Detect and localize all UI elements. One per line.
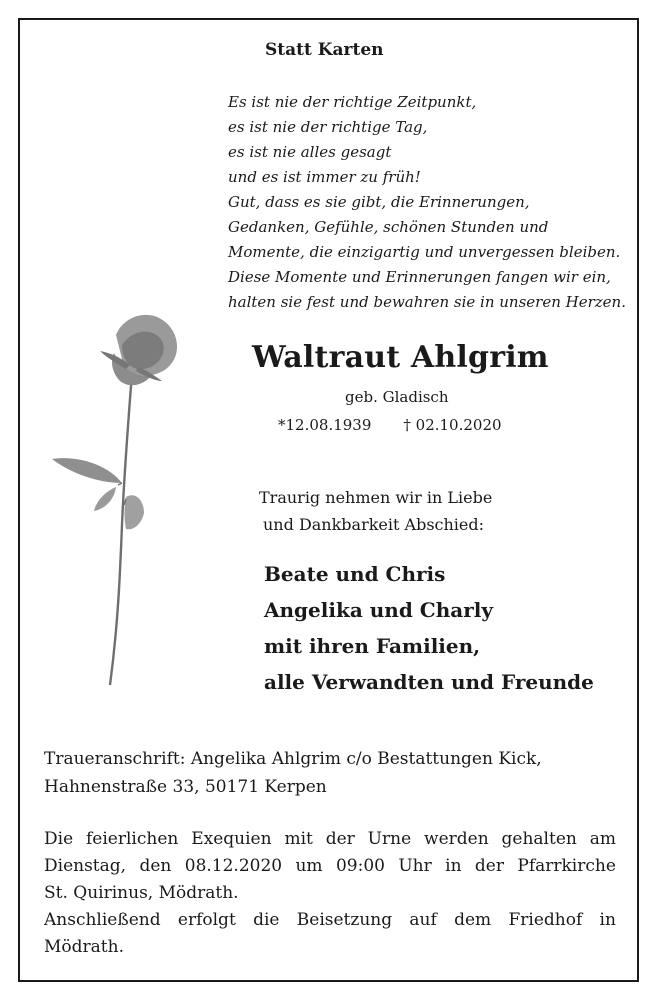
service-word: der bbox=[325, 829, 355, 849]
death-date: † 02.10.2020 bbox=[403, 416, 502, 434]
service-word: Beisetzung bbox=[296, 910, 393, 930]
mourning-text bbox=[259, 484, 492, 538]
maiden-name: geb. Gladisch bbox=[345, 388, 449, 406]
service-word: der bbox=[474, 856, 504, 876]
family-line: alle Verwandten und Freunde bbox=[264, 670, 594, 694]
service-word: Dienstag, bbox=[44, 856, 127, 876]
service-line-3: St. Quirinus, Mödrath. bbox=[44, 883, 239, 903]
poem bbox=[228, 90, 626, 315]
mourning-line: und Dankbarkeit Abschied: bbox=[263, 515, 485, 534]
rose-leaf-right bbox=[125, 495, 145, 529]
service-word: am bbox=[589, 829, 616, 849]
poem-line: halten sie fest und bewahren sie in unseren Herzen. bbox=[228, 293, 626, 311]
family-line: Beate und Chris bbox=[264, 562, 446, 586]
header-title: Statt Karten bbox=[265, 40, 384, 60]
family-line: Angelika und Charly bbox=[264, 598, 493, 622]
service-word: werden bbox=[424, 829, 489, 849]
service-word: Friedhof bbox=[508, 910, 583, 930]
service-word: in bbox=[445, 856, 462, 876]
poem-line: Gut, dass es sie gibt, die Erinnerungen, bbox=[228, 193, 530, 211]
service-word: dem bbox=[454, 910, 492, 930]
service-word: Exequien bbox=[191, 829, 272, 849]
rose-icon bbox=[44, 305, 204, 695]
service-line-1 bbox=[44, 826, 616, 853]
service-line-5: Mödrath. bbox=[44, 937, 124, 957]
mourning-address bbox=[44, 745, 542, 801]
family-line: mit ihren Familien, bbox=[264, 634, 481, 658]
mourning-line: Traurig nehmen wir in Liebe bbox=[259, 488, 493, 507]
service-word: die bbox=[253, 910, 280, 930]
service-word: erfolgt bbox=[177, 910, 236, 930]
service-word: Urne bbox=[367, 829, 412, 849]
rose-leaf-left bbox=[52, 458, 122, 483]
birth-date: *12.08.1939 bbox=[278, 416, 372, 434]
service-info bbox=[44, 826, 616, 961]
service-word: in bbox=[599, 910, 616, 930]
poem-line: Diese Momente und Erinnerungen fangen wir ein, bbox=[228, 268, 611, 286]
poem-line: Momente, die einzigartig und unvergessen bleiben. bbox=[228, 243, 621, 261]
family-list bbox=[264, 556, 594, 700]
life-dates bbox=[278, 416, 502, 434]
service-word: gehalten bbox=[501, 829, 577, 849]
service-word: den bbox=[139, 856, 172, 876]
poem-line: es ist nie alles gesagt bbox=[228, 143, 392, 161]
rose-leaf-lower bbox=[94, 487, 116, 511]
service-word: um bbox=[295, 856, 323, 876]
service-word: 08.12.2020 bbox=[184, 856, 283, 876]
service-word: Pfarrkirche bbox=[517, 856, 616, 876]
address-line: Traueranschrift: Angelika Ahlgrim c/o Bestattungen Kick, bbox=[44, 749, 542, 769]
service-word: Die bbox=[44, 829, 74, 849]
service-word: 09:00 bbox=[335, 856, 385, 876]
deceased-name: Waltraut Ahlgrim bbox=[252, 340, 549, 375]
service-word: Uhr bbox=[398, 856, 432, 876]
service-line-4 bbox=[44, 907, 616, 934]
service-word: Anschließend bbox=[44, 910, 161, 930]
address-line: Hahnenstraße 33, 50171 Kerpen bbox=[44, 777, 327, 797]
poem-line: Es ist nie der richtige Zeitpunkt, bbox=[228, 93, 477, 111]
poem-line: Gedanken, Gefühle, schönen Stunden und bbox=[228, 218, 549, 236]
poem-line: es ist nie der richtige Tag, bbox=[228, 118, 428, 136]
service-word: auf bbox=[409, 910, 437, 930]
poem-line: und es ist immer zu früh! bbox=[228, 168, 421, 186]
service-word: mit bbox=[284, 829, 313, 849]
service-word: feierlichen bbox=[86, 829, 179, 849]
service-line-2 bbox=[44, 853, 616, 880]
